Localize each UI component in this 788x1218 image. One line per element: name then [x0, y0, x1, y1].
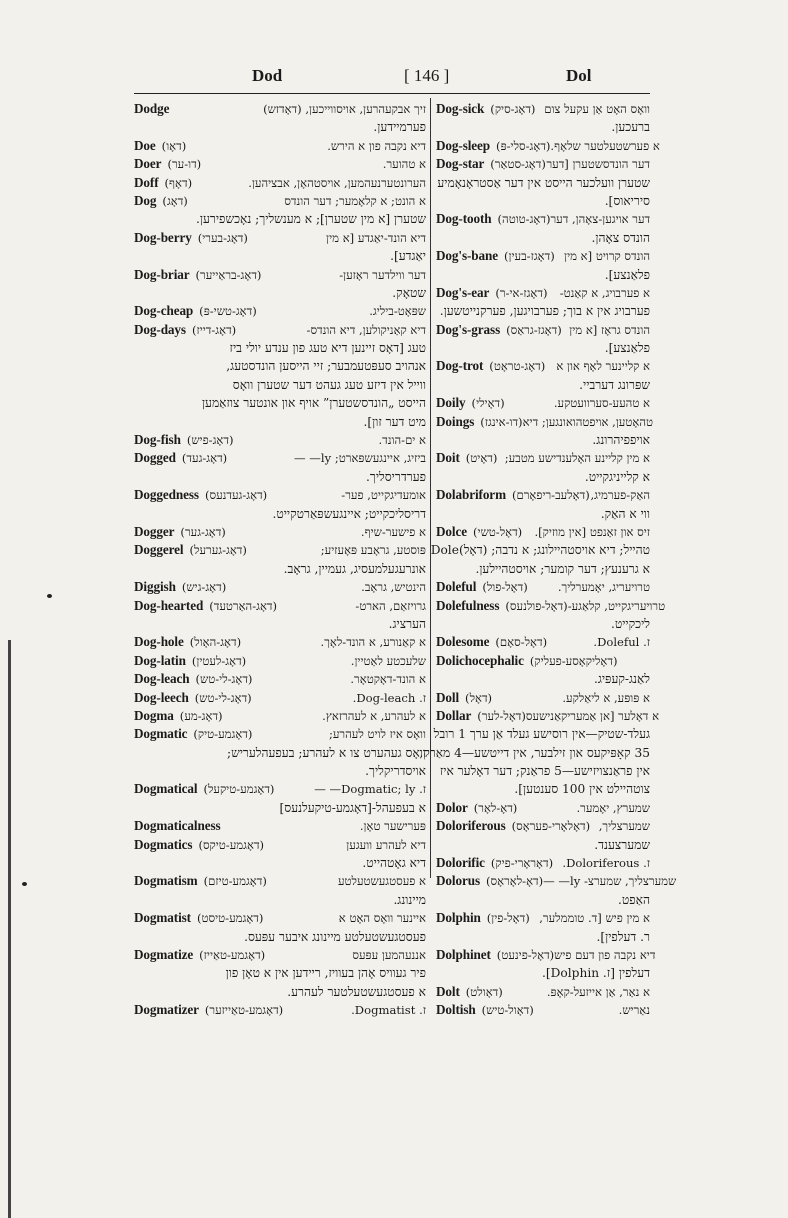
pronunciation: (דאָל-פולנעס) — [505, 598, 568, 613]
headword: Doggerel — [134, 542, 184, 558]
headword: Dolichocephalic — [436, 652, 524, 668]
definition: ז. Dogmatic; ly— — — [314, 782, 426, 797]
headword: Dogmatical — [134, 781, 198, 797]
page-edge-shadow — [8, 640, 11, 1218]
definition: טרויעריגקייט, קלאַגע- — [567, 598, 666, 613]
pronunciation: (דאָל-פין) — [486, 911, 530, 926]
entry-line — [436, 872, 677, 890]
definition: ביזיג, איינגעשפּארט; ly— — — [294, 451, 426, 466]
entry-line — [436, 854, 650, 872]
headword: Dolorus — [436, 873, 480, 889]
definition: זיך אבקעהרען, אויסווייכען, (דאָדזש) — [263, 102, 426, 116]
entry-line — [134, 523, 426, 541]
entry-line — [436, 486, 650, 504]
pronunciation: (דאָג-לעטין) — [191, 653, 247, 668]
entry-line — [436, 523, 650, 541]
definition-continuation: געלד-שטיק—אין רוסישע געלד אַן ערך 1 רובל — [433, 727, 650, 742]
definition: דער אויגען-צאָהן, דער — [550, 212, 651, 227]
definition: א הונד-דאָקטאָר. — [350, 672, 426, 687]
pronunciation: (דאָג-גיש) — [181, 580, 227, 595]
definition-continuation: יאַגדע]. — [390, 249, 426, 264]
definition: אומעדיגקייט, פער- — [341, 488, 426, 503]
right-column — [419, 100, 677, 1020]
entry-line — [436, 652, 650, 670]
definition-continuation: פיר געוויס אָהן בעוויז, ריידען אין א טאָן פון — [225, 966, 426, 981]
pronunciation: (דאָגז-בעין) — [504, 249, 555, 264]
definition: פּוסטע, גראָבע פּאָעזיע; — [320, 543, 426, 558]
pronunciation: (דאָולט) — [465, 984, 503, 999]
headword: Doe — [134, 137, 156, 153]
headword: Dog-days — [134, 321, 186, 337]
pronunciation: (דאָל-טשי) — [473, 524, 523, 539]
definition: ז. Dogmatist. — [351, 1003, 426, 1018]
pronunciation: (דאָגמע-טיקעל) — [203, 782, 275, 797]
definition: שמערץ, יאָמער. — [576, 800, 650, 815]
entry-line — [436, 578, 650, 596]
headword: Dog — [134, 192, 157, 208]
entry-line — [134, 946, 426, 964]
definition: איינער וואָס האָט א — [338, 911, 426, 926]
definition: זיס און זאַנפט [אין מוזיק]. — [534, 524, 650, 539]
pronunciation: (דאָליקאָסע-פעליק) — [529, 653, 618, 668]
entry-line — [134, 229, 426, 247]
definition-continuation: פלאַנצע]. — [604, 341, 650, 356]
headword: Dog-latin — [134, 652, 186, 668]
headword: Dog-fish — [134, 432, 181, 448]
definition-continuation: א פעסטגעשטעלטער לעהרע. — [287, 984, 426, 999]
entry-line — [134, 836, 426, 854]
definition-continuation: דריסליכקייט; איינגעשפּאַרטקייט. — [272, 506, 426, 521]
headword: Doltish — [436, 1002, 476, 1018]
definition-continuation: אונרעגעלמעסיג, געמיין, גראָב. — [283, 561, 426, 576]
entry-line — [436, 689, 650, 707]
definition-continuation: שפּרונג דערביי. — [579, 377, 650, 392]
definition: שמערצליך, — [598, 819, 650, 834]
entry-line — [436, 817, 650, 835]
entry-line — [436, 137, 660, 155]
definition-continuation: מיינונג. — [393, 892, 426, 907]
pronunciation: (דאָול-טיש) — [481, 1003, 534, 1018]
headword: Dollar — [436, 707, 472, 723]
entry-line — [436, 799, 650, 817]
headword: Dolorific — [436, 855, 485, 871]
pronunciation: (דאָלעב-ריפאָרם) — [511, 488, 590, 503]
entry-line — [436, 394, 650, 412]
headword: Dolphin — [436, 910, 481, 926]
headword: Dog-hearted — [134, 597, 204, 613]
headword: Doll — [436, 689, 460, 705]
entry-line — [134, 155, 426, 173]
definition: א מין פיש [ד. טוממלער, — [539, 911, 650, 926]
headword: Doleful — [436, 579, 477, 595]
definition-continuation: הונדס צאָהן. — [591, 230, 650, 245]
definition-continuation: ווי א האַק. — [600, 506, 650, 521]
definition: א ים-הונד. — [378, 433, 426, 448]
pronunciation: (דאָ-לאָר) — [473, 800, 518, 815]
entry-line — [134, 100, 426, 118]
pronunciation: (דאָג-סיק) — [490, 102, 536, 116]
headword: Doer — [134, 156, 162, 172]
definition-continuation: טהייל; דיא אויסטהיילונג; א נדבה; (דאָל)Dole — [430, 543, 650, 558]
definition-continuation: הערציג. — [388, 616, 426, 631]
pronunciation: (דאָל-פול) — [482, 580, 528, 595]
entry-line — [436, 413, 653, 431]
pronunciation: (דאָג-געדנעס) — [204, 488, 268, 503]
entry-line — [436, 946, 656, 964]
entry-line — [134, 541, 426, 559]
entry-line — [134, 817, 426, 835]
definition: דיא הונד-יאַגדע [א מין — [326, 230, 426, 245]
entry-line — [134, 689, 426, 707]
definition-continuation: פערבויג אין א בוך; פערבויגען, פערקנייטשען. — [439, 304, 650, 319]
definition: וואָס האָט אַן עקעל צום — [544, 102, 650, 116]
headword: Doloriferous — [436, 818, 506, 834]
headword: Dog-sick — [436, 101, 485, 116]
entry-line — [134, 707, 426, 725]
entry-line — [436, 357, 650, 375]
entry-line — [134, 652, 426, 670]
definition-continuation: אנהויב סעפּטעמבער; זיי הייסען הונדסטעג, — [226, 359, 426, 374]
definition: א מין קליינע האָלענדישע מטבע; — [504, 451, 650, 466]
header-rule — [134, 93, 650, 94]
pronunciation: (דאָגמע-טיסט) — [196, 911, 264, 926]
headword: Dog-tooth — [436, 211, 492, 227]
pronunciation: (דאָג-האַרטעד) — [209, 598, 278, 613]
entry-line — [134, 266, 426, 284]
definition: הערונטערנעהמען, אויסטהאָן, אבציהען. — [248, 175, 426, 190]
definition: וואָס איז לויט לעהרע; — [328, 727, 426, 742]
pronunciation: (דאָגמע-טיקס) — [198, 837, 265, 852]
pronunciation: (דאָג-האָול) — [189, 635, 242, 650]
pronunciation: (דאָג-טוטה) — [497, 212, 551, 227]
definition: א טהוער. — [382, 157, 426, 172]
definition-continuation: האַפט. — [618, 892, 650, 907]
entry-line — [436, 284, 650, 302]
definition-continuation: ליכקייט. — [610, 616, 650, 631]
pronunciation: (דאָגמע-טאַייז) — [199, 947, 266, 962]
entry-line — [134, 174, 426, 192]
definition: א פּופּע, א ליאַלקע. — [562, 690, 650, 705]
definition: טרויעריג, יאָמערליך. — [557, 580, 650, 595]
entry-line — [436, 155, 650, 173]
pronunciation: (דאָגז-גראַס) — [506, 322, 562, 337]
definition: הונדס גראָז [א מין — [569, 322, 650, 337]
definition-continuation: פערדריסליך. — [365, 469, 426, 484]
definition-continuation: וואָס געהערט צו א לעהרע; בעפעהלעריש; — [226, 745, 426, 760]
headword: Dolt — [436, 983, 460, 999]
pronunciation: (דאָג-טשי-פּ) — [199, 304, 257, 319]
entry-line — [134, 633, 426, 651]
definition: א טהעע-סערוועטקע. — [553, 396, 650, 411]
definition-continuation: פעסטגעשטעלטע מיינונג איבער עפּעס. — [244, 929, 426, 944]
definition-continuation: דיא גאָטהייט. — [362, 856, 426, 871]
pronunciation: (דאָ-לאָראָס) — [486, 874, 544, 889]
pronunciation: (דאָג-בערי) — [197, 230, 248, 245]
definition: דיא לעהרע וועגען — [346, 837, 426, 852]
definition: דיא נקבה פון א הירש. — [327, 138, 426, 153]
headword: Dog-cheap — [134, 303, 194, 319]
definition: א פערשטעלטער שלאָף. — [550, 138, 660, 153]
pronunciation: (דאָג) — [162, 193, 188, 208]
definition-continuation: שמערצענד. — [594, 837, 650, 852]
definition-continuation: טעג [דאָס זיינען דיא טעג פון ענדע יולי ביז — [229, 341, 426, 356]
definition-continuation: אויסדריקליך. — [365, 764, 426, 779]
page-header — [134, 62, 648, 96]
definition-continuation: ר. דעלפין]. — [596, 929, 650, 944]
entry-line — [436, 321, 650, 339]
definition-continuation: שטערן [א מין שטערן]; א מענשליך; נאָכשפירען. — [196, 212, 426, 227]
pronunciation: (דאָג-גערעל) — [189, 543, 247, 558]
definition-continuation: ווייל אין דיזע טעג געהט דער שטערן וואָס — [232, 377, 426, 392]
entry-line — [436, 633, 650, 651]
pronunciation: (דאָו) — [161, 138, 187, 153]
headword: Dog-leech — [134, 689, 189, 705]
definition: דיא קאַניקולען, דיא הונדס- — [306, 322, 426, 337]
pronunciation: (דאָל-פינעט) — [496, 947, 555, 962]
definition: א פעסטגעשטעלטע — [337, 874, 426, 889]
headword: Dolabriform — [436, 487, 506, 503]
definition-continuation: ברעכען. — [611, 120, 650, 135]
headword: Dog-sleep — [436, 137, 491, 153]
headword: Doggedness — [134, 487, 199, 503]
left-guide-word: Dod — [252, 66, 283, 85]
definition-continuation: פלאַנצע]. — [604, 267, 650, 282]
entry-line — [436, 100, 650, 118]
definition: שלעכטע לאַטיין. — [350, 653, 426, 668]
definition: דער הונדסשטערן [דער — [546, 157, 650, 172]
entry-line — [436, 909, 650, 927]
headword: Dogmaticalness — [134, 818, 221, 834]
headword: Dogmatic — [134, 726, 188, 742]
headword: Dodge — [134, 101, 170, 116]
entry-line — [436, 247, 650, 265]
pronunciation: (דאָגמע-טיזם) — [203, 874, 267, 889]
entry-line — [134, 725, 426, 743]
definition: ז. Doloriferous. — [562, 856, 650, 871]
pronunciation: (דאָגמע-טאַייזער) — [204, 1003, 284, 1018]
definition-continuation: שטאָק. — [392, 285, 426, 300]
definition: טהאָטען, אויפטהואונגען; דיא — [522, 414, 653, 429]
headword: Doings — [436, 413, 475, 429]
headword: Dog-berry — [134, 229, 192, 245]
definition-continuation: דעלפין [ז. Dolphin]. — [542, 966, 650, 981]
headword: Dog-leach — [134, 671, 190, 687]
definition: פּערישער טאָן. — [359, 819, 426, 834]
entry-line — [134, 192, 426, 210]
definition: דיא נקבה פון דעם פיש — [554, 947, 656, 962]
entry-line — [134, 780, 426, 798]
headword: Dogged — [134, 450, 176, 466]
pronunciation: (דו-אינגז) — [480, 414, 523, 429]
pronunciation: (דאָג-געד) — [181, 451, 228, 466]
entry-line — [134, 909, 426, 927]
pronunciation: (דאָג-בראַייער) — [195, 267, 262, 282]
headword: Dolphinet — [436, 946, 491, 962]
definition-continuation: א בעפעהל-[דאָגמע-טיקעלנעס] — [279, 800, 426, 815]
entry-line — [134, 578, 426, 596]
headword: Dogmatism — [134, 873, 198, 889]
definition-continuation: הייסט „הונדסשטערן” אויף און אונטער צוזאַמען — [201, 396, 426, 411]
headword: Dogma — [134, 707, 174, 723]
entry-line — [436, 983, 650, 1001]
ink-spot — [47, 594, 52, 598]
definition: ז. Doleful. — [593, 635, 650, 650]
definition: הונדס קרויט [א מין — [564, 249, 650, 264]
definition-continuation: אין פראַנצויזישע—5 פראַנק; דער דאָלער איז — [439, 764, 650, 779]
headword: Dolor — [436, 799, 468, 815]
definition: נאַריש. — [618, 1003, 650, 1018]
definition: האַק-פערמיג, — [590, 488, 650, 503]
headword: Dogmatizer — [134, 1002, 199, 1018]
definition: הינטיש, גראָב. — [361, 580, 426, 595]
definition-continuation: מיט דער זון]. — [363, 414, 426, 429]
headword: Dog-trot — [436, 358, 484, 374]
headword: Dolesome — [436, 634, 490, 650]
definition-continuation: פערמיידען. — [373, 120, 426, 135]
pronunciation: (דאָג-טראָט) — [489, 359, 546, 374]
pronunciation: (דאָף) — [164, 175, 193, 190]
headword: Dolce — [436, 523, 467, 539]
headword: Dolefulness — [436, 597, 500, 613]
headword: Dog's-bane — [436, 248, 499, 264]
pronunciation: (דאָג-סלי-פּ) — [496, 138, 551, 153]
headword: Dog-star — [436, 156, 485, 172]
definition: א קאַנורע, א הונד-לאָך. — [320, 635, 426, 650]
definition: א פישער-שיף. — [360, 524, 426, 539]
definition: א לעהרע, א לעהרזאץ. — [322, 708, 426, 723]
definition: דער ווילדער ראָזען- — [339, 267, 426, 282]
entry-line — [134, 872, 426, 890]
definition-continuation: צוטהיילט אין 100 סענטען]. — [514, 782, 650, 797]
pronunciation: (דאָג-דייז) — [191, 322, 237, 337]
definition: א קליינער לאָף און א — [556, 359, 650, 374]
definition: אננעהמען עפּעס — [352, 947, 426, 962]
pronunciation: (דאָג-פיש) — [186, 433, 234, 448]
pronunciation: (דאָג-לי-טש) — [194, 690, 252, 705]
right-guide-word: Dol — [566, 66, 592, 85]
pronunciation: (דאָלאָרי-פעראָס) — [511, 819, 591, 834]
headword: Dogmatist — [134, 910, 191, 926]
entry-line — [134, 486, 426, 504]
pronunciation: (דו-ער) — [167, 157, 202, 172]
entry-line — [436, 210, 650, 228]
pronunciation: (דאָג-לי-טש) — [195, 672, 253, 687]
headword: Doily — [436, 395, 466, 411]
pronunciation: (דאָג-סטאַר) — [490, 157, 546, 172]
entry-line — [134, 302, 426, 320]
entry-line — [436, 707, 660, 725]
entry-line — [436, 597, 666, 615]
pronunciation: (דאָג-מע) — [179, 708, 223, 723]
definition: א הונט; א קלאָמער; דער הונדס — [284, 193, 426, 208]
pronunciation: (דאָיט) — [465, 451, 498, 466]
entry-line — [436, 1001, 650, 1019]
entry-line — [436, 449, 650, 467]
headword: Diggish — [134, 579, 176, 595]
pronunciation: (דאָל-לער) — [477, 708, 526, 723]
headword: Doff — [134, 174, 159, 190]
pronunciation: (דאָילי) — [471, 396, 505, 411]
definition: שפּאָט-ביליג. — [369, 304, 426, 319]
headword: Dog's-ear — [436, 284, 490, 300]
headword: Dog-hole — [134, 634, 184, 650]
definition: א פערבויג, א קאַנט- — [559, 285, 650, 300]
definition: א נאַר, אַן אייזעל-קאָפּ. — [546, 984, 650, 999]
pronunciation: (דאָגמע-טיק) — [193, 727, 253, 742]
entry-line — [134, 1001, 426, 1019]
headword: Dogmatize — [134, 946, 194, 962]
definition: שמערצליך, שמערצ- ly— — — [543, 874, 677, 889]
definition-continuation: לאַנג-קעפּיג. — [593, 672, 650, 687]
headword: Dog-briar — [134, 266, 190, 282]
pronunciation: (דאָגז-אי-ר) — [495, 285, 548, 300]
definition: ז. Dog-leach. — [352, 690, 426, 705]
definition-continuation: 35 קאָפּיקעס און זילבער, אין דייטשע—4 מאַרק, — [419, 745, 650, 760]
definition-continuation: א קלייניגקייט. — [584, 469, 650, 484]
page-number: [ 146 ] — [404, 66, 450, 85]
entry-line — [134, 431, 426, 449]
headword: Doit — [436, 450, 460, 466]
pronunciation: (דאָל-סאָם) — [495, 635, 548, 650]
entry-line — [134, 321, 426, 339]
definition: א דאָלער [אן אַמעריקאַנישעס — [525, 708, 660, 723]
pronunciation: (דאָג-גער) — [180, 524, 226, 539]
pronunciation: (דאָל) — [465, 690, 493, 705]
definition-continuation: א גרענעץ; דער קומער; אויסטהיילען. — [475, 561, 650, 576]
definition-continuation: סיריאוס]. — [604, 193, 650, 208]
entry-line — [134, 137, 426, 155]
definition-continuation: שטערן וועלכער הייסט אין דער אַסטראָנאָמיע — [437, 175, 650, 190]
left-column — [134, 100, 426, 1020]
pronunciation: (דאָראָרי-פיק) — [490, 856, 554, 871]
definition: גרויזאַם, הארט- — [355, 598, 426, 613]
entry-line — [134, 670, 426, 688]
headword: Dog's-grass — [436, 321, 501, 337]
headword: Dogmatics — [134, 836, 193, 852]
entry-line — [134, 597, 426, 615]
entry-line — [134, 449, 426, 467]
headword: Dogger — [134, 523, 175, 539]
ink-spot — [22, 882, 27, 886]
definition-continuation: אויפפיהרונג. — [592, 433, 650, 448]
